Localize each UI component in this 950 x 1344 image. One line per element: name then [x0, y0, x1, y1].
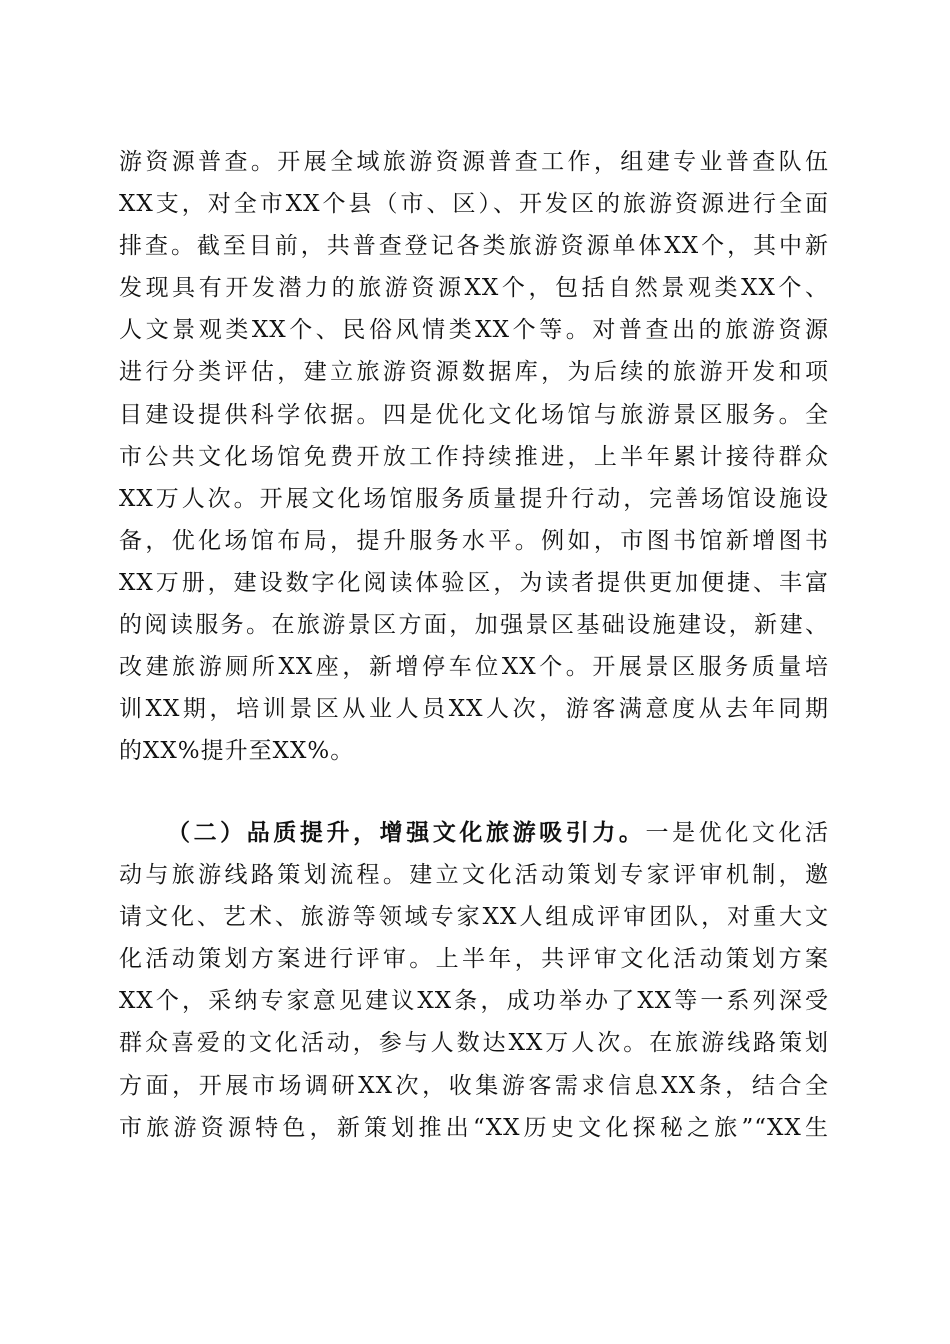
text-line: 请文化、艺术、旅游等领域专家XX人组成评审团队，对重大文	[119, 904, 829, 931]
text-line: 市公共文化场馆免费开放工作持续推进，上半年累计接待群众	[119, 443, 829, 470]
text-line: XX万册，建设数字化阅读体验区，为读者提供更加便捷、丰富	[119, 569, 829, 596]
text-line: 市旅游资源特色，新策划推出“XX历史文化探秘之旅”“XX生	[119, 1114, 829, 1141]
text-line: 群众喜爱的文化活动，参与人数达XX万人次。在旅游线路策划	[119, 1030, 829, 1057]
text-line: 人文景观类XX个、民俗风情类XX个等。对普查出的旅游资源	[119, 317, 829, 344]
section-heading: （二）品质提升，增强文化旅游吸引力。	[167, 819, 646, 846]
text-line: 化活动策划方案进行评审。上半年，共评审文化活动策划方案	[119, 946, 829, 973]
text-line: 进行分类评估，建立旅游资源数据库，为后续的旅游开发和项	[119, 359, 829, 386]
text-line: 游资源普查。开展全域旅游资源普查工作，组建专业普查队伍	[119, 149, 829, 175]
text-line: 训XX期，培训景区从业人员XX人次，游客满意度从去年同期	[119, 696, 829, 723]
text-line: 排查。截至目前，共普查登记各类旅游资源单体XX个，其中新	[119, 233, 829, 260]
text-line: 备，优化场馆布局，提升服务水平。例如，市图书馆新增图书	[119, 527, 829, 554]
text-line: 的阅读服务。在旅游景区方面，加强景区基础设施建设，新建、	[119, 612, 829, 639]
paragraph-resources-and-services	[119, 141, 829, 772]
section-heading-line	[119, 812, 829, 854]
text-line: 改建旅游厕所XX座，新增停车位XX个。开展景区服务质量培	[119, 654, 829, 681]
text-line: 动与旅游线路策划流程。建立文化活动策划专家评审机制，邀	[119, 862, 829, 889]
paragraph-quality-improvement	[119, 812, 829, 1149]
heading-line-rest: 一是优化文化活	[645, 820, 830, 846]
text-line: 方面，开展市场调研XX次，收集游客需求信息XX条，结合全	[119, 1072, 829, 1099]
text-line: XX个，采纳专家意见建议XX条，成功举办了XX等一系列深受	[119, 988, 829, 1015]
text-line: 发现具有开发潜力的旅游资源XX个，包括自然景观类XX个、	[119, 275, 829, 302]
text-line: XX支，对全市XX个县（市、区）、开发区的旅游资源进行全面	[119, 191, 829, 218]
text-line: 的XX%提升至XX%。	[119, 738, 355, 765]
text-line: XX万人次。开展文化场馆服务质量提升行动，完善场馆设施设	[119, 485, 829, 512]
text-line: 目建设提供科学依据。四是优化文化场馆与旅游景区服务。全	[119, 401, 829, 428]
